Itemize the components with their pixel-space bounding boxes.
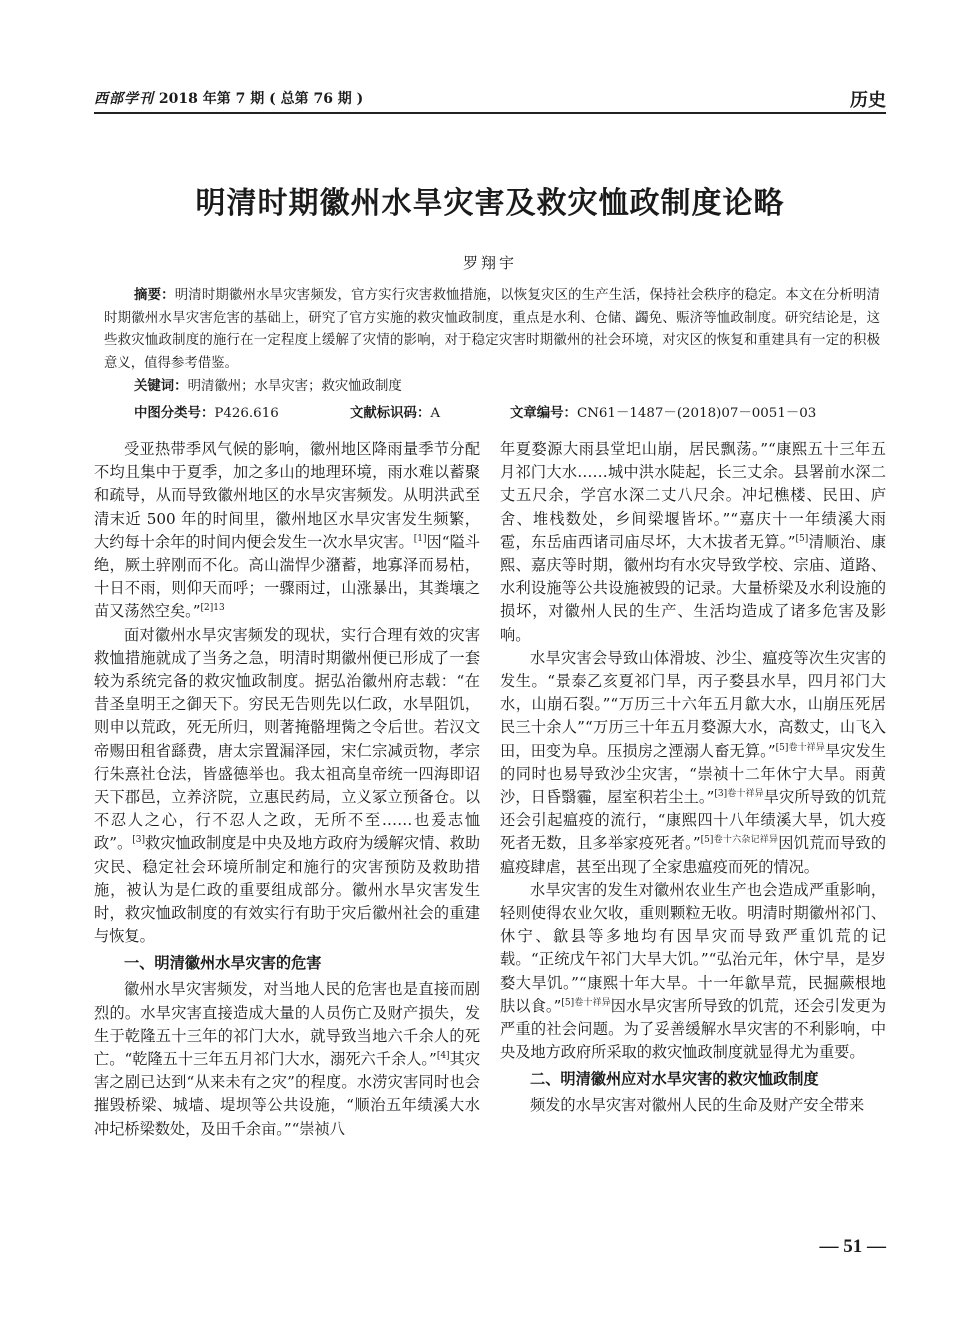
citation-ref: [3] xyxy=(132,835,146,846)
citation-ref: [3]卷十祥异 xyxy=(714,788,764,799)
paragraph xyxy=(500,879,886,1065)
classification-line xyxy=(134,402,880,424)
page-number: — 51 — xyxy=(819,1236,886,1257)
body-column-right xyxy=(500,438,886,1216)
section-label: 历史 xyxy=(850,90,886,111)
citation-ref: [5]卷十祥异 xyxy=(775,742,825,753)
section-heading-2: 二、明清徽州应对水旱灾害的救灾恤政制度 xyxy=(530,1070,819,1089)
article-value: CN61－1487－(2018)07－0051－03 xyxy=(576,406,817,421)
text-run: 旱灾所导致的饥荒还会引起瘟疫的流行，“康熙四十八年绩溪大旱，饥大疫死者无数，且多举家疫死者。” xyxy=(500,788,886,853)
abstract-label: 摘要： xyxy=(134,288,175,303)
abstract-text: 明清时期徽州水旱灾害频发，官方实行灾害救恤措施，以恢复灾区的生产生活，保持社会秩序的稳定。本文在分析明清时期徽州水旱灾害危害的基础上，研究了官方实施的救灾恤政制度，重点是水利、仓储、蠲免、赈济等恤政制度。研究结论是，这些救灾恤政制度的施行在一定程度上缓解了灾情的影响，对于稳定灾害时期徽州的社会环境，对灾区的恢复和重建具有一定的积极意义，值得参考借鉴。 xyxy=(104,288,880,371)
keywords-text: 明清徽州；水旱灾害；救灾恤政制度 xyxy=(187,379,402,394)
citation-ref: [2]13 xyxy=(200,603,225,614)
citation-ref: [1] xyxy=(413,533,427,544)
journal-name: 西部学刊 xyxy=(94,91,154,107)
journal-issue: 2018 年第 7 期 ( 总第 76 期 ) xyxy=(158,91,364,107)
text-run: 因水旱灾害所导致的饥荒，还会引发更为严重的社会问题。为了妥善缓解水旱灾害的不利影响，中央及地方政府所采取的救灾恤政制度就显得尤为重要。 xyxy=(500,996,886,1062)
text-run: 年夏婺源大雨县堂圯山崩，居民飘荡。”“康熙五十三年五月祁门大水……城中洪水陡起，长三丈余。县署前水深二丈五尺余，学宫水深二丈八尺余。冲圮樵楼、民田、庐舍、堆栈数处，乡间梁堰皆坏。”“嘉庆十一年绩溪大雨雹，东岳庙西诸司庙尽坏，大木拔者无算。” xyxy=(500,440,886,551)
text-run: 受亚热带季风气候的影响，徽州地区降雨量季节分配不均且集中于夏季，加之多山的地理环境，雨水难以蓄聚和疏导，从而导致徽州地区的水旱灾害频发。从明洪武至清末近 500 年的时间里，徽州地区水旱灾害发生频繁，大约每十余年的时间内便会发生一次水旱灾害。 xyxy=(94,440,480,551)
citation-ref: [5] xyxy=(795,533,809,544)
keywords-label: 关键词： xyxy=(134,379,188,394)
clc-label: 中图分类号： xyxy=(134,406,215,421)
text-run: 徽州水旱灾害频发，对当地人民的危害也是直接而剧烈的。水旱灾害直接造成大量的人员伤亡及财产损失，发生于乾隆五十三年的祁门大水，就导致当地六千余人的死亡。“乾隆五十三年五月祁门大水，溺死六千余人。” xyxy=(94,980,480,1069)
doc-value: A xyxy=(430,406,441,421)
text-run: 清顺治、康熙、嘉庆等时期，徽州均有水灾导致学校、宗庙、道路、水利设施等公共设施被毁的记录。大量桥梁及水利设施的损坏，对徽州人民的生产、生活均造成了诸多危害及影响。 xyxy=(500,532,886,644)
clc-value: P426.616 xyxy=(214,406,279,421)
author-name: 罗翔宇 xyxy=(462,254,517,272)
keywords xyxy=(134,375,402,394)
citation-ref: [5]卷十六杂记祥异 xyxy=(700,835,779,846)
article-number xyxy=(510,402,816,421)
paragraph xyxy=(94,438,480,624)
text-run: 面对徽州水旱灾害频发的现状，实行合理有效的灾害救恤措施就成了当务之急，明清时期徽州便已形成了一套较为系统完备的救灾恤政制度。据弘治徽州府志载：“在昔圣皇明王之御天下。穷民无告则先以仁政，水旱阻饥，则申以荒政，死无所归，则著掩骼埋胔之令后世。若汉文帝赐田租省繇费，唐太宗置漏泽园，宋仁宗减贡物，孝宗行朱熹社仓法，皆盛德举也。我太祖高皇帝统一四海即诏天下郡邑，立养济院，立惠民药局，立义冢立预备仓。以不忍人之心，行不忍人之政，无所不至……也爰志恤政”。 xyxy=(94,625,480,853)
clc-code xyxy=(134,402,279,421)
paragraph xyxy=(94,624,480,949)
running-header xyxy=(94,86,886,114)
article-title: 明清时期徽州水旱灾害及救灾恤政制度论略 xyxy=(195,186,785,221)
section-heading-1: 一、明清徽州水旱灾害的危害 xyxy=(124,954,322,973)
paragraph xyxy=(94,978,480,1140)
text-run: 救灾恤政制度是中央及地方政府为缓解灾情、救助灾民、稳定社会环境所制定和施行的灾害预防及救助措施，被认为是仁政的重要组成部分。徽州水旱灾害发生时，救灾恤政制度的有效实行有助于灾后徽州社会的重建与恢复。 xyxy=(94,834,480,946)
body-column-left xyxy=(94,438,480,1216)
text-run: 频发的水旱灾害对徽州人民的生命及财产安全带来 xyxy=(530,1096,865,1115)
text-run: 旱灾发生的同时也易导致沙尘灾害，“崇祯十二年休宁大旱。雨黄沙，日昏翳霾，屋室积若尘土。” xyxy=(500,741,886,807)
text-run: 其灾害之剧已达到“从来未有之灾”的程度。水涝灾害同时也会摧毁桥梁、城墙、堤坝等公共设施，“顺治五年绩溪大水冲圮桥梁数处，及田千余亩。”“崇祯八 xyxy=(94,1050,480,1138)
citation-ref: [4] xyxy=(436,1051,450,1062)
paragraph xyxy=(500,438,886,647)
abstract xyxy=(104,285,880,375)
citation-ref: [5]卷十祥异 xyxy=(561,997,611,1008)
article-label: 文章编号： xyxy=(510,406,577,421)
paragraph xyxy=(500,647,886,879)
doc-label: 文献标识码： xyxy=(350,406,431,421)
doc-code xyxy=(350,402,440,421)
paragraph xyxy=(500,1094,886,1117)
text-run: 水旱灾害的发生对徽州农业生产也会造成严重影响，轻则使得农业欠收，重则颗粒无收。明清时期徽州祁门、休宁、歙县等多地均有因旱灾而导致严重饥荒的记载。“正统戊午祁门大旱大饥。”“弘治元年，休宁旱，是岁婺大旱饥。”“康熙十年大旱。十一年歙旱荒，民掘蕨根地肤以食。” xyxy=(500,880,886,1015)
journal-info xyxy=(94,88,363,108)
text-run: 水旱灾害会导致山体滑坡、沙尘、瘟疫等次生灾害的发生。“景泰乙亥夏祁门旱，丙子婺县水旱，四月祁门大水，山崩石裂。”“万历三十六年五月歙大水，山崩压死居民三十余人”“万历三十年五月婺源大水，高数丈，山飞入田，田变为阜。压损房之湮溺人畜无算。” xyxy=(500,648,886,760)
text-run: 因“隘斗绝，厥土骍刚而不化。高山湍悍少潴蓄，地寡泽而易枯，十日不雨，则仰天而呼；一骤雨过，山涨暴出，其粪壤之苗又荡然空矣。” xyxy=(94,532,480,621)
text-run: 因饥荒而导致的瘟疫肆虐，甚至出现了全家患瘟疫而死的情况。 xyxy=(500,834,886,876)
